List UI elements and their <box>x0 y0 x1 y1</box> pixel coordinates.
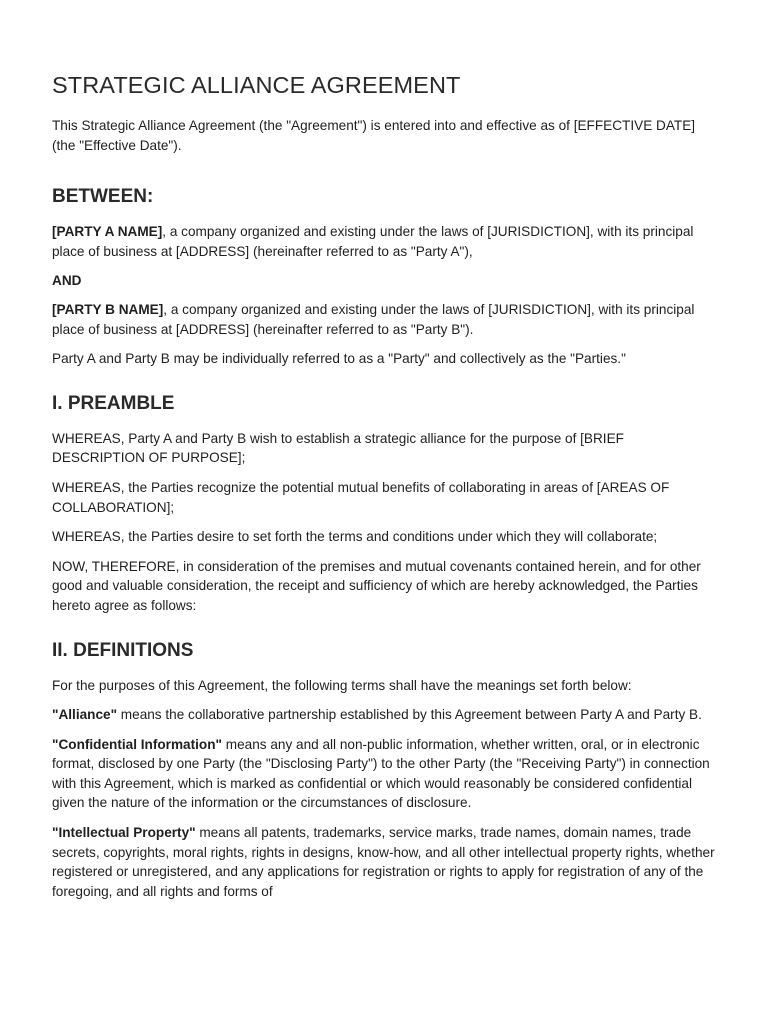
definition-text: means the collaborative partnership established by this Agreement between Party A and Party B. <box>117 707 702 723</box>
party-b-name: [PARTY B NAME] <box>52 301 164 317</box>
definition-item <box>52 823 716 901</box>
between-heading: BETWEEN: <box>52 186 154 208</box>
and-label: AND <box>52 273 82 289</box>
preamble-paragraph: NOW, THEREFORE, in consideration of the premises and mutual covenants contained herein, and for other good and valuable consideration, the receipt and sufficiency of which are hereby acknowledged, the Parties hereto agree as follows: <box>52 558 701 613</box>
party-a-name: [PARTY A NAME] <box>52 224 163 240</box>
definition-term: "Confidential Information" <box>52 736 222 752</box>
party-a-paragraph <box>52 222 716 261</box>
document-page <box>52 70 716 901</box>
definition-term: "Intellectual Property" <box>52 825 196 841</box>
definition-item <box>52 735 716 813</box>
definition-text: means any and all non-public information, whether written, oral, or in electronic format, disclosed by one Party (the "Disclosing Party") to the other Party (the "Receiving Party") in connection with this Agreement, which is marked as confidential or which would reasonably be considered confidential given the nature of the information or the circumstances of disclosure. <box>52 736 710 811</box>
party-b-text: , a company organized and existing under the laws of [JURISDICTION], with its principal place of business at [ADDRESS] (hereinafter referred to as "Party B"). <box>52 301 695 337</box>
definition-text: means all patents, trademarks, service marks, trade names, domain names, trade secrets, copyrights, moral rights, rights in designs, know-how, and all other intellectual property rights, whether registered or unregistered, and any applications for registration or rights to apply for registration of any of the foregoing, and all rights and forms of <box>52 825 715 899</box>
preamble-paragraph: WHEREAS, the Parties recognize the potential mutual benefits of collaborating in areas of [AREAS OF COLLABORATION]; <box>52 479 670 515</box>
party-b-paragraph <box>52 300 716 339</box>
document-title: STRATEGIC ALLIANCE AGREEMENT <box>52 72 461 98</box>
definitions-intro: For the purposes of this Agreement, the following terms shall have the meanings set forth below: <box>52 677 632 693</box>
definition-term: "Alliance" <box>52 707 118 723</box>
intro-paragraph: This Strategic Alliance Agreement (the "Agreement") is entered into and effective as of [EFFECTIVE DATE] (the "Effective Date"). <box>52 118 696 153</box>
definitions-heading: II. DEFINITIONS <box>52 639 194 661</box>
preamble-paragraph: WHEREAS, Party A and Party B wish to establish a strategic alliance for the purpose of [BRIEF DESCRIPTION OF PURPOSE]; <box>52 430 624 466</box>
preamble-heading: I. PREAMBLE <box>52 392 175 414</box>
party-a-text: , a company organized and existing under the laws of [JURISDICTION], with its principal place of business at [ADDRESS] (hereinafter referred to as "Party A"), <box>52 224 694 259</box>
parties-note: Party A and Party B may be individually referred to as a "Party" and collectively as the "Parties." <box>52 351 626 367</box>
preamble-paragraph: WHEREAS, the Parties desire to set forth the terms and conditions under which they will collaborate; <box>52 529 658 545</box>
definition-item <box>52 705 716 725</box>
